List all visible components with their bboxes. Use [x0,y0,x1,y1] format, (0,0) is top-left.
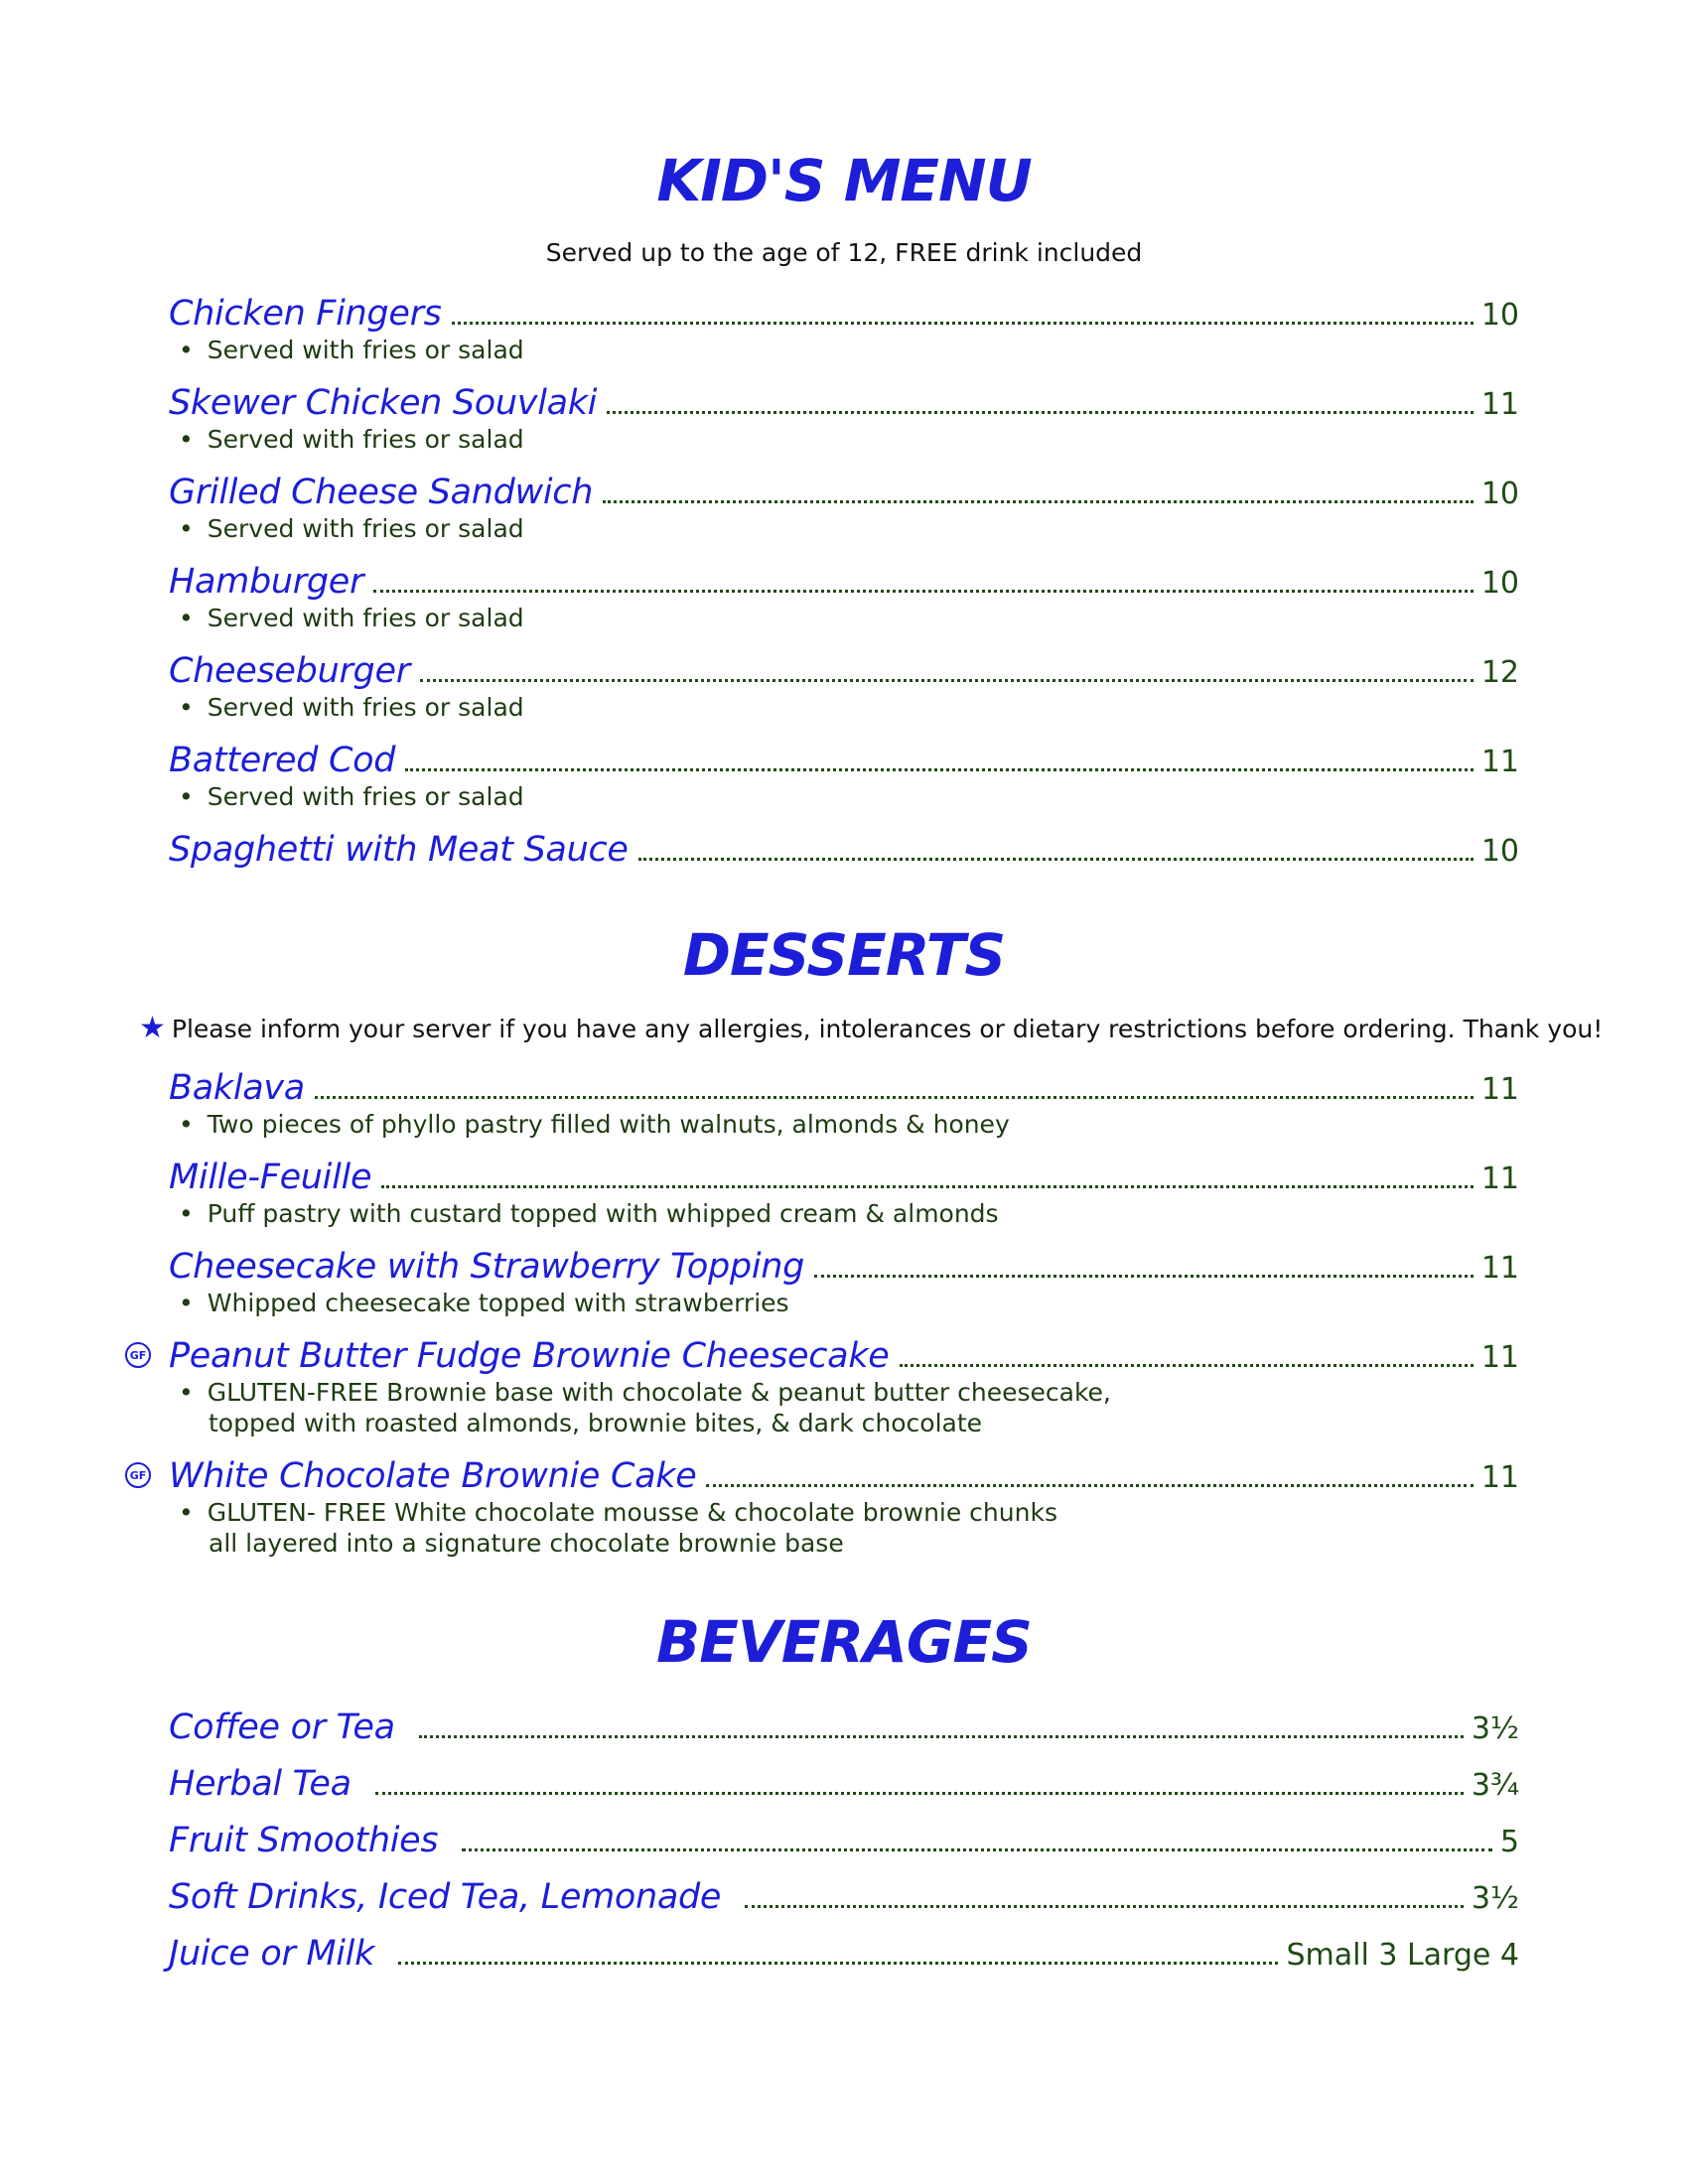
item-name: Cheeseburger [169,651,410,691]
item-name: Fruit Smoothies [169,1821,439,1860]
menu-item [169,741,1519,811]
dot-leader [405,768,1474,771]
item-description: • GLUTEN- FREE White chocolate mousse & chocolate brownie chunks [179,1498,1057,1527]
item-name: Spaghetti with Meat Sauce [169,830,629,870]
item-price: 11 [1480,1460,1519,1495]
menu-item [129,1456,1519,1558]
bullet-icon: • [179,782,194,811]
item-price: 11 [1480,1340,1519,1375]
bullet-icon: • [179,425,194,454]
item-price: 12 [1480,655,1519,690]
item-price: 11 [1480,1251,1519,1286]
bullet-icon: • [179,1498,194,1527]
dot-leader [315,1096,1474,1099]
item-description: • Served with fries or salad [179,336,524,364]
menu-item [169,1764,1519,1804]
item-price: 11 [1480,1161,1519,1196]
item-price: 3½ [1471,1881,1519,1916]
item-name: Mille-Feuille [169,1158,372,1197]
menu-item [169,1068,1519,1139]
menu-item [169,1877,1519,1917]
item-price: 3¾ [1471,1768,1519,1803]
item-name: Peanut Butter Fudge Brownie Cheesecake [169,1336,890,1376]
item-price: 10 [1480,566,1519,601]
item-price: 11 [1480,387,1519,422]
bullet-icon: • [179,1289,194,1317]
dot-leader [706,1484,1473,1487]
menu-item [169,383,1519,454]
item-description: • Two pieces of phyllo pastry filled with walnuts, almonds & honey [179,1110,1010,1139]
dot-leader [900,1364,1474,1367]
menu-item [169,1707,1519,1747]
dot-leader [745,1905,1464,1908]
item-name: Baklava [169,1068,305,1108]
item-price: Small 3 Large 4 [1286,1938,1519,1973]
item-name: Grilled Cheese Sandwich [169,473,594,512]
beverages-title: BEVERAGES [656,1608,1032,1676]
item-name: Hamburger [169,562,364,602]
dot-leader [420,679,1474,682]
dot-leader [814,1275,1474,1278]
bullet-icon: • [179,1199,194,1228]
menu-item [169,562,1519,632]
item-description: • Served with fries or salad [179,425,524,454]
dot-leader [381,1185,1474,1188]
dot-leader [419,1735,1464,1738]
dot-leader [398,1962,1278,1965]
item-price: 5 [1499,1825,1519,1859]
item-price: 3½ [1471,1711,1519,1746]
menu-item [169,830,1519,870]
item-description: • Served with fries or salad [179,782,524,811]
allergy-notice: ★ Please inform your server if you have any allergies, intolerances or dietary restrictions before ordering. Thank you! [139,1011,1604,1045]
dot-leader [373,590,1474,593]
item-name: Juice or Milk [169,1934,375,1974]
menu-item [129,1336,1519,1437]
item-name: Chicken Fingers [169,294,442,334]
dot-leader [603,500,1474,503]
item-description: • Served with fries or salad [179,604,524,632]
item-description: • GLUTEN-FREE Brownie base with chocolate & peanut butter cheesecake, [179,1378,1111,1407]
item-description: • Whipped cheesecake topped with strawberries [179,1289,789,1317]
gf-badge-icon: GF [125,1462,151,1488]
item-price: 11 [1480,745,1519,779]
item-price: 10 [1480,298,1519,333]
menu-item [169,1934,1519,1974]
item-name: Herbal Tea [169,1764,352,1804]
item-description: • Served with fries or salad [179,514,524,543]
item-price: 10 [1480,477,1519,511]
menu-item [169,473,1519,543]
menu-item [169,294,1519,364]
bullet-icon: • [179,1110,194,1139]
desserts-title: DESSERTS [682,921,1006,989]
item-description: • Served with fries or salad [179,693,524,722]
menu-item [169,1247,1519,1317]
kids-menu-title: KID'S MENU [656,147,1032,214]
item-name: Skewer Chicken Souvlaki [169,383,598,423]
bullet-icon: • [179,514,194,543]
bullet-icon: • [179,604,194,632]
item-description-continued: all layered into a signature chocolate brownie base [209,1529,844,1558]
menu-item [169,1158,1519,1228]
dot-leader [375,1792,1464,1795]
item-price: 11 [1480,1072,1519,1107]
item-name: White Chocolate Brownie Cake [169,1456,697,1496]
dot-leader [638,858,1474,861]
dot-leader [607,411,1474,414]
gf-badge-icon: GF [125,1342,151,1368]
dot-leader [462,1848,1492,1851]
bullet-icon: • [179,1378,194,1407]
bullet-icon: • [179,336,194,364]
kids-menu-subtitle: Served up to the age of 12, FREE drink included [545,238,1143,267]
bullet-icon: • [179,693,194,722]
item-name: Battered Cod [169,741,396,780]
item-description-continued: topped with roasted almonds, brownie bites, & dark chocolate [209,1409,983,1437]
dot-leader [452,322,1474,325]
item-name: Coffee or Tea [169,1707,395,1747]
item-price: 10 [1480,834,1519,869]
star-icon: ★ [139,1011,166,1045]
item-name: Soft Drinks, Iced Tea, Lemonade [169,1877,722,1917]
menu-item [169,651,1519,722]
item-name: Cheesecake with Strawberry Topping [169,1247,805,1287]
item-description: • Puff pastry with custard topped with whipped cream & almonds [179,1199,999,1228]
menu-item [169,1821,1519,1860]
